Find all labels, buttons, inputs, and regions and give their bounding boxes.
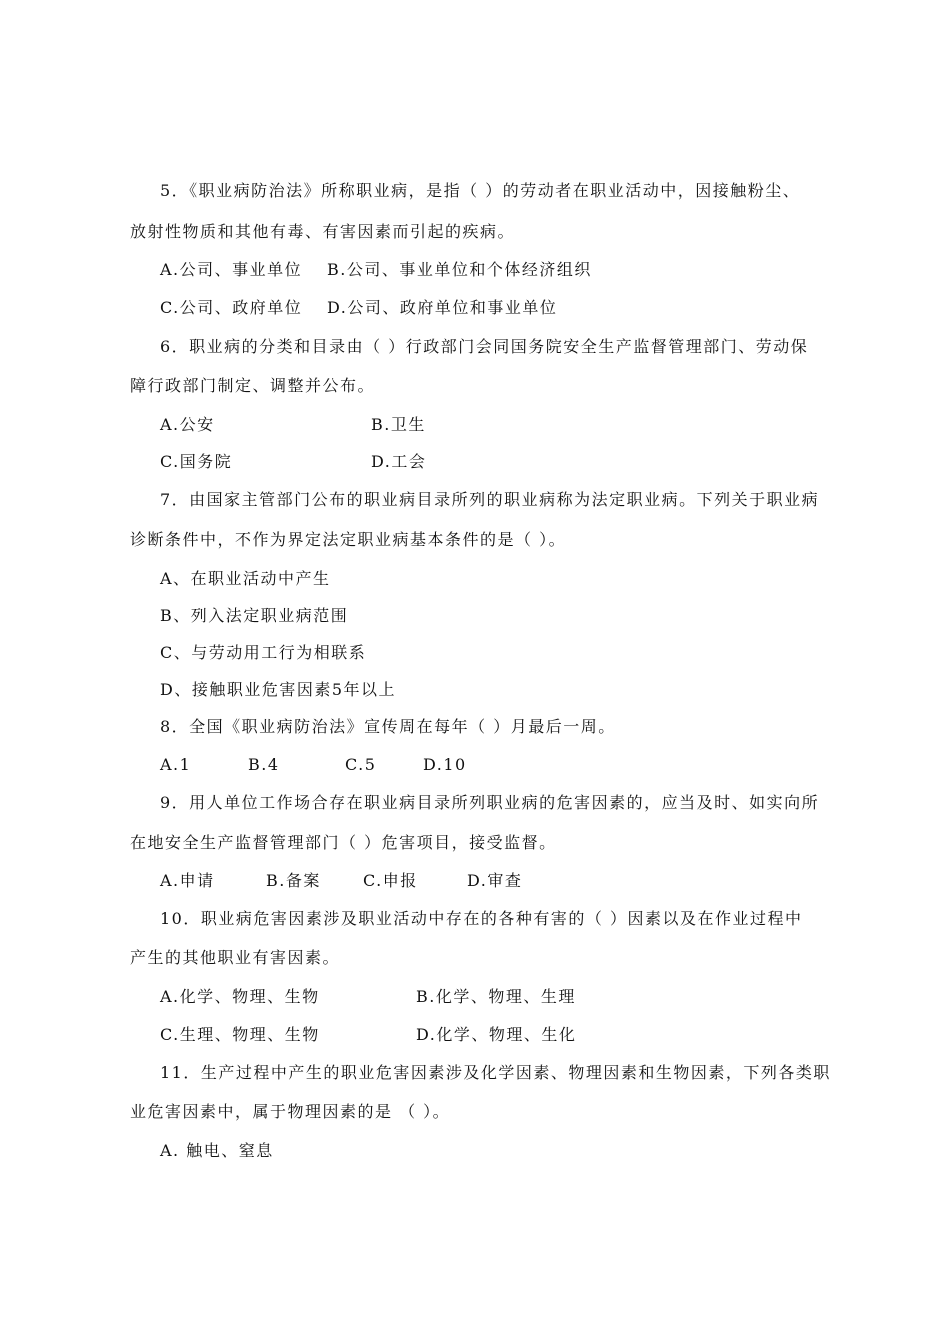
question-11-option-a: A. 触电、窒息 [160,1141,274,1160]
question-6-line-1: 6．职业病的分类和目录由（ ）行政部门会同国务院安全生产监督管理部门、劳动保 [160,337,809,356]
question-8-option-b: B.4 [248,755,280,774]
question-5-option-c: C.公司、政府单位 [160,298,303,317]
question-5-option-a: A.公司、事业单位 [160,260,303,279]
question-7-option-c: C、与劳动用工行为相联系 [160,643,367,662]
question-11-line-2: 业危害因素中，属于物理因素的是 （ ）。 [130,1102,451,1121]
question-10-option-a: A.化学、物理、生物 [160,987,320,1006]
question-7-line-1: 7．由国家主管部门公布的职业病目录所列的职业病称为法定职业病。下列关于职业病 [160,490,820,509]
question-8-option-c: C.5 [345,755,377,774]
question-9-line-1: 9．用人单位工作场合存在职业病目录所列职业病的危害因素的，应当及时、如实向所 [160,793,820,812]
question-10-option-d: D.化学、物理、生化 [416,1025,577,1044]
question-6-option-c: C.国务院 [160,452,233,471]
question-10-option-c: C.生理、物理、生物 [160,1025,320,1044]
question-8-option-a: A.1 [160,755,192,774]
question-7-option-a: A、在职业活动中产生 [160,569,331,588]
question-11-line-1: 11．生产过程中产生的职业危害因素涉及化学因素、物理因素和生物因素，下列各类职 [160,1063,831,1082]
question-7-option-d: D、接触职业危害因素5年以上 [160,680,397,699]
question-10-option-b: B.化学、物理、生理 [416,987,576,1006]
question-7-line-2: 诊断条件中，不作为界定法定职业病基本条件的是（ ）。 [130,530,567,549]
question-6-option-a: A.公安 [160,415,215,434]
question-8-option-d: D.10 [423,755,467,774]
question-9-option-a: A.申请 [160,871,215,890]
question-10-line-1: 10．职业病危害因素涉及职业活动中存在的各种有害的（ ）因素以及在作业过程中 [160,909,803,928]
question-9-option-d: D.审查 [467,871,523,890]
question-6-option-d: D.工会 [371,452,427,471]
question-9-line-2: 在地安全生产监督管理部门（ ）危害项目，接受监督。 [130,833,557,852]
question-10-line-2: 产生的其他职业有害因素。 [130,948,341,967]
question-7-option-b: B、列入法定职业病范围 [160,606,349,625]
question-6-option-b: B.卫生 [371,415,426,434]
question-5-line-1: 5．《职业病防治法》所称职业病，是指（ ）的劳动者在职业活动中，因接触粉尘、 [160,181,801,200]
question-6-line-2: 障行政部门制定、调整并公布。 [130,376,376,395]
question-5-option-b: B.公司、事业单位和个体经济组织 [327,260,592,279]
question-9-option-b: B.备案 [266,871,321,890]
question-5-option-d: D.公司、政府单位和事业单位 [327,298,558,317]
question-5-line-2: 放射性物质和其他有毒、有害因素而引起的疾病。 [130,222,516,241]
question-8-line-1: 8．全国《职业病防治法》宣传周在每年（ ）月最后一周。 [160,717,616,736]
question-9-option-c: C.申报 [363,871,418,890]
